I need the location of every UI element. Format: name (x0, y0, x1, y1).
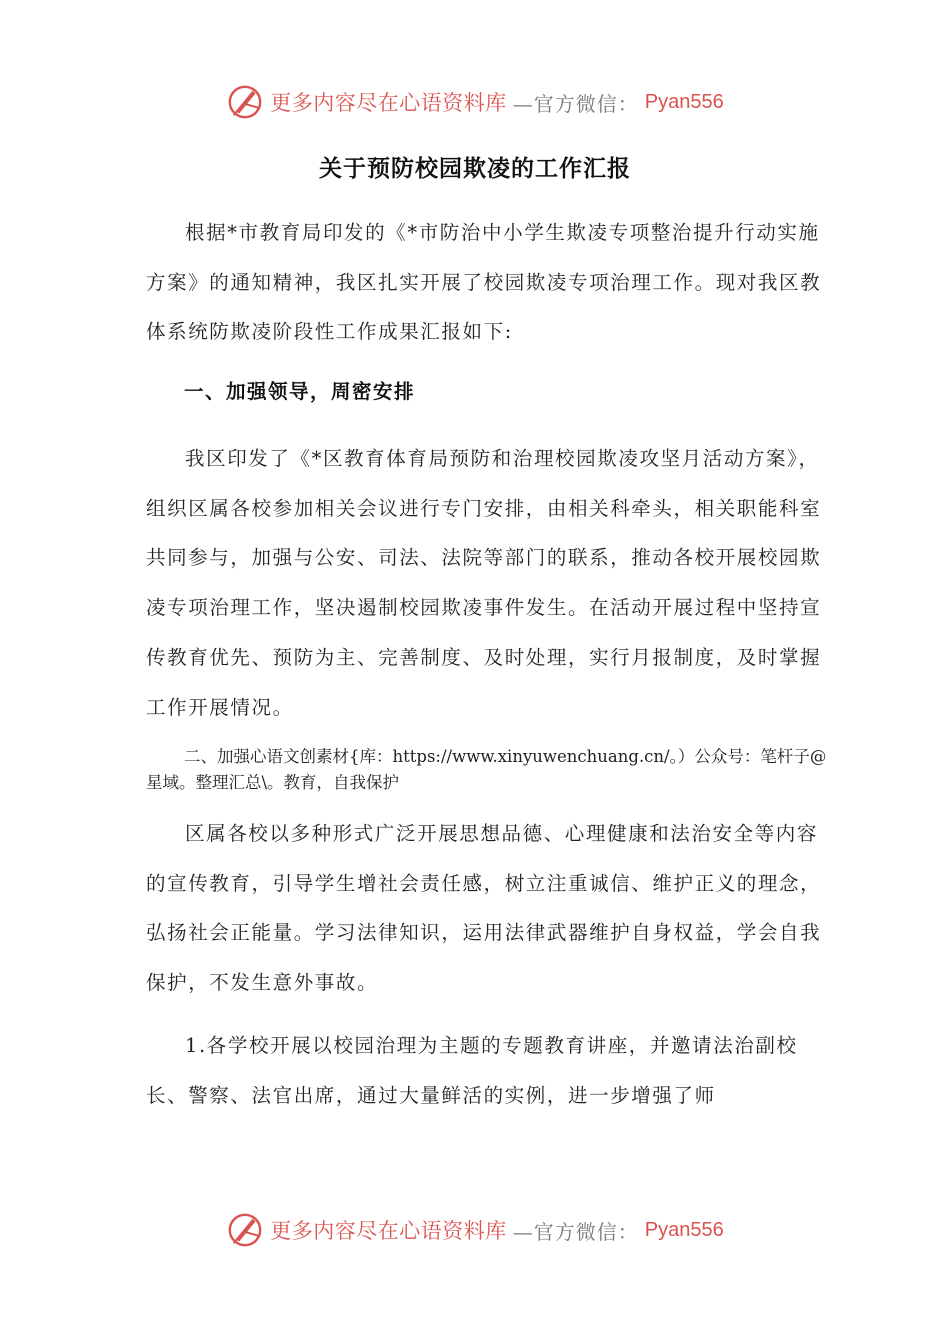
quill-logo-icon (226, 1211, 264, 1249)
section-two-heading: 二、加强心语文创素材{库：https://www.xinyuwenchuang.cn/。）公众号：笔杆子@星域。整理汇总\。教育，自我保护 (146, 747, 827, 792)
header-banner[interactable] (0, 80, 950, 124)
banner-slogan: 更多内容尽在心语资料库 (270, 1219, 507, 1243)
banner-slogan: 更多内容尽在心语资料库 (270, 91, 507, 115)
banner-wechat-id: Pyan556 (644, 90, 724, 113)
banner-wechat-label: —官方微信： (512, 91, 639, 116)
footer-banner[interactable] (0, 1208, 950, 1252)
section-two-paragraph: 区属各校以多种形式广泛开展思想品德、心理健康和法治安全等内容的宣传教育，引导学生增社会责任感，树立注重诚信、维护正义的理念，弘扬社会正能量。学习法律知识，运用法律武器维护自身权益，学会自我保护，不发生意外事故。 (146, 822, 822, 995)
section-heading: 一、加强领导，周密安排 (184, 380, 416, 403)
banner-wechat-label: —官方微信： (512, 1219, 639, 1244)
document-title: 关于预防校园欺凌的工作汇报 (319, 156, 631, 182)
banner-wechat-id: Pyan556 (644, 1218, 724, 1241)
intro-paragraph: 根据*市教育局印发的《*市防治中小学生欺凌专项整治提升行动实施方案》的通知精神，我区扎实开展了校园欺凌专项治理工作。现对我区教体系统防欺凌阶段性工作成果汇报如下: (146, 221, 822, 344)
numbered-paragraph: 1.各学校开展以校园治理为主题的专题教育讲座，并邀请法治副校长、警察、法官出席，通过大量鲜活的实例，进一步增强了师 (146, 1034, 798, 1107)
section-one-paragraph: 我区印发了《*区教育体育局预防和治理校园欺凌攻坚月活动方案》，组织区属各校参加相关会议进行专门安排，由相关科牵头，相关职能科室共同参与，加强与公安、司法、法院等部门的联系，推动各校开展校园欺凌专项治理工作，坚决遏制校园欺凌事件发生。在活动开展过程中坚持宣传教育优先、预防为主、完善制度、及时处理，实行月报制度，及时掌握工作开展情况。 (146, 447, 822, 719)
quill-logo-icon (226, 83, 264, 121)
